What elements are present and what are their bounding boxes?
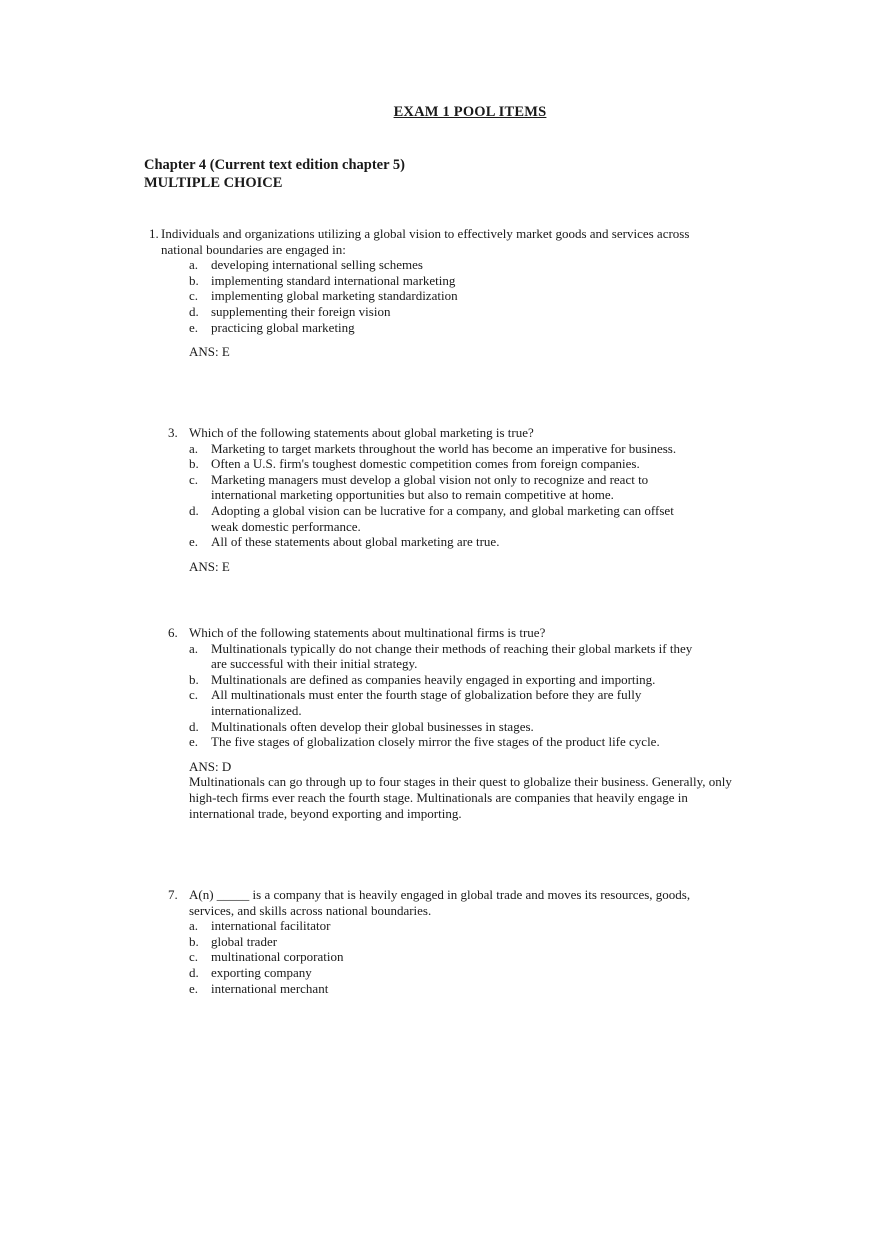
option-e: e. international merchant — [189, 980, 329, 996]
question-stem-text: Which of the following statements about global marketing is true? — [189, 425, 534, 440]
question-number: 7. — [168, 887, 178, 902]
question-stem — [168, 425, 718, 441]
question-number: 6. — [168, 625, 178, 640]
question-text — [161, 226, 729, 257]
question-7 — [168, 887, 728, 996]
question-6 — [168, 625, 748, 821]
option-list — [168, 441, 718, 575]
question-number: 3. — [168, 425, 178, 440]
option-d: d. Multinationals often develop their global businesses in stages. — [189, 718, 534, 734]
option-b: b. global trader — [189, 933, 278, 949]
option-d: d. Adopting a global vision can be lucrative for a company, and global marketing can offset weak domestic performance. — [189, 502, 674, 534]
option-list — [149, 257, 729, 360]
page-title: EXAM 1 POOL ITEMS — [393, 104, 547, 120]
question-stem — [168, 625, 748, 641]
question-stem-text: A(n) _____ is a company that is heavily engaged in global trade and moves its resources, goods, services, and skills across national boundaries. — [189, 887, 691, 918]
answer-key: ANS: E — [189, 558, 230, 574]
question-stem-text: Which of the following statements about multinational firms is true? — [189, 625, 546, 640]
option-a: a. developing international selling schemes — [189, 257, 423, 273]
option-e: e. All of these statements about global marketing are true. — [189, 534, 500, 550]
option-d: d. supplementing their foreign vision — [189, 303, 391, 319]
option-list — [168, 918, 728, 996]
option-list — [168, 641, 748, 822]
option-c: c. Marketing managers must develop a global vision not only to recognize and react to international marketing opportunities but also to remain competitive at home. — [189, 471, 649, 503]
chapter-heading — [144, 156, 405, 192]
question-stem — [149, 226, 729, 257]
question-3 — [168, 425, 718, 574]
option-b: b. Often a U.S. firm's toughest domestic competition comes from foreign companies. — [189, 456, 640, 472]
answer-key: ANS: D — [189, 758, 232, 774]
option-b: b. implementing standard international marketing — [189, 272, 456, 288]
question-number: 1. — [149, 226, 159, 241]
option-a: a. international facilitator — [189, 918, 331, 934]
question-stem — [168, 887, 728, 918]
option-a: a. Multinationals typically do not change their methods of reaching their global markets if they are successful with their initial strategy. — [189, 640, 693, 672]
question-1 — [149, 226, 729, 360]
option-b: b. Multinationals are defined as companies heavily engaged in exporting and importing. — [189, 671, 656, 687]
option-c: c. multinational corporation — [189, 949, 344, 965]
chapter-title: Chapter 4 (Current text edition chapter 5) — [144, 157, 405, 173]
option-e: e. The five stages of globalization closely mirror the five stages of the product life cycle. — [189, 734, 660, 750]
option-c: c. All multinationals must enter the fourth stage of globalization before they are fully internationalized. — [189, 687, 642, 718]
option-e: e. practicing global marketing — [189, 319, 355, 335]
option-c: c. implementing global marketing standardization — [189, 288, 458, 304]
option-a: a. Marketing to target markets throughout the world has become an imperative for business. — [189, 440, 677, 456]
option-d: d. exporting company — [189, 964, 312, 980]
section-title: MULTIPLE CHOICE — [144, 175, 283, 191]
answer-explanation: Multinationals can go through up to four stages in their quest to globalize their business. Generally, only high-tech firms ever reach the fourth stage. Multinationals are companies that heavily engage in international trade, beyond exporting and importing. — [189, 774, 732, 821]
question-stem-text: Individuals and organizations utilizing a global vision to effectively market goods and services across national boundaries are engaged in: — [161, 226, 690, 257]
answer-key: ANS: E — [189, 344, 230, 360]
